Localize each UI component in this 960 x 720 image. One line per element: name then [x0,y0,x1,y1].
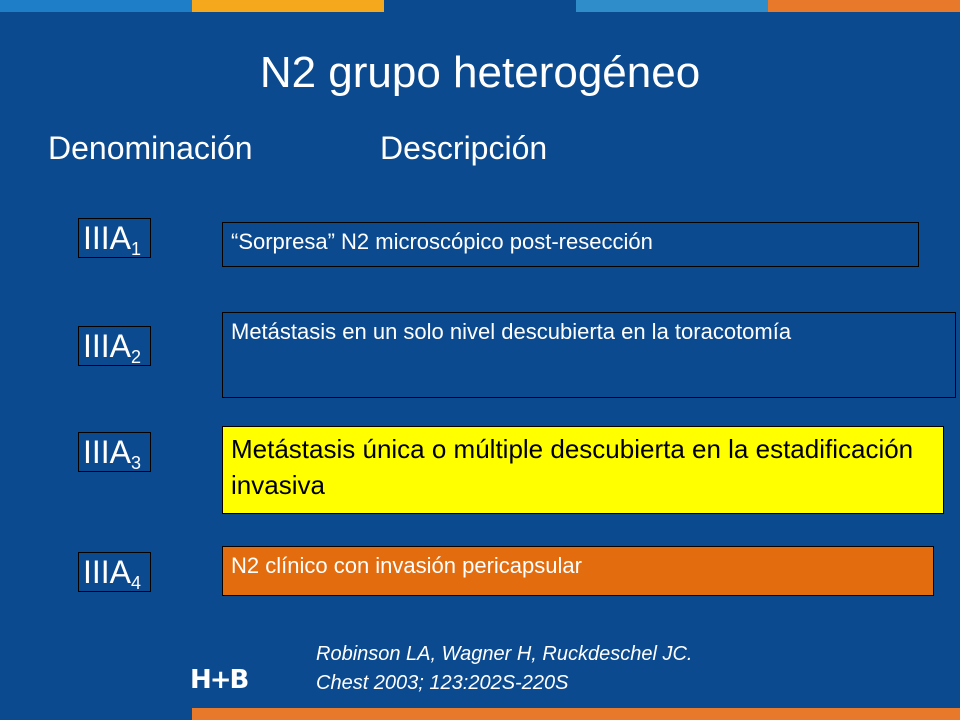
stage-name: IIIA [83,328,132,364]
stage-label-iiia1 [78,218,151,258]
stage-label-iiia4 [78,552,151,592]
description-box-iiia3 [222,426,944,514]
reference-citation [316,640,692,698]
stage-label-iiia3 [78,432,151,472]
company-logo: H+B [190,665,248,695]
bottom-color-bar [192,708,960,720]
description-box-iiia1 [222,222,919,267]
top-bar-segment-blue [0,0,192,12]
reference-line-2: Chest 2003; 123:202S-220S [316,672,569,694]
stage-subscript: 1 [131,239,142,258]
top-bar-segment-yellow [192,0,384,12]
stage-name: IIIA [83,220,132,256]
column-header-denomination: Denominación [48,130,253,166]
description-text: Metástasis única o múltiple descubierta en la estadificación invasiva [231,434,914,500]
description-text: “Sorpresa” N2 microscópico post-resección [231,229,653,254]
top-color-bar [0,0,960,12]
column-header-description: Descripción [380,130,548,166]
top-bar-segment-orange [768,0,960,12]
stage-label-iiia2 [78,326,151,366]
description-text: Metástasis en un solo nivel descubierta en la toracotomía [231,319,792,344]
slide-title: N2 grupo heterogéneo [259,48,701,97]
top-bar-segment-lightblue [576,0,768,12]
reference-line-1: Robinson LA, Wagner H, Ruckdeschel JC. [316,643,693,665]
description-text: N2 clínico con invasión pericapsular [231,553,582,578]
description-box-iiia2 [222,312,956,398]
description-box-iiia4 [222,546,934,596]
stage-subscript: 2 [131,347,142,366]
stage-name: IIIA [83,434,132,470]
stage-subscript: 3 [131,453,142,472]
top-bar-segment-navy [384,0,576,12]
stage-name: IIIA [83,554,132,590]
stage-subscript: 4 [131,573,142,592]
